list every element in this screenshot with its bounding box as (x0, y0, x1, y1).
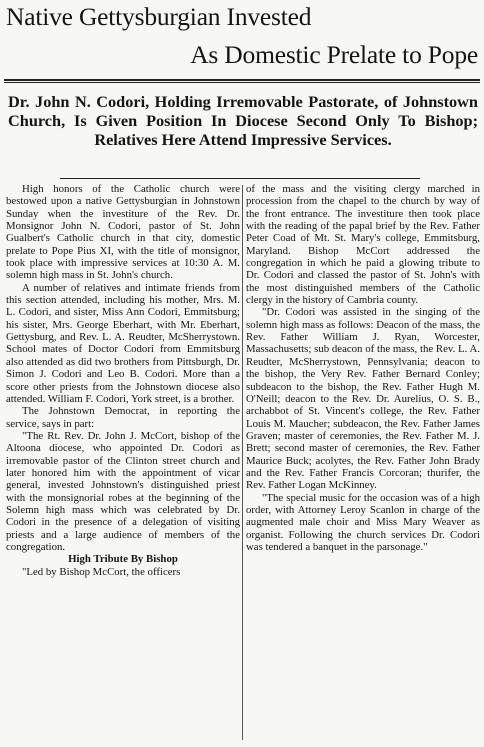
subheadline-deck: Dr. John N. Codori, Holding Irremovable Pastorate, of Johnstown Church, Is Given Position In Diocese Second Only To Bishop; Relatives Here Attend Impressive Services. (8, 92, 478, 149)
paragraph: High honors of the Catholic church were bestowed upon a native Gettysburgian in Johnstown Sunday when the investiture of the Rev. Dr. Monsignor John N. Codori, pastor of St. John Gualbert's Catholic church in that city, domestic prelate to Pope Pius XI, with the title of monsignor, took place with impressive services at 10:30 A. M. solemn high mass in St. John's church. (6, 183, 240, 282)
section-subhead: High Tribute By Bishop (68, 553, 178, 566)
paragraph: "Led by Bishop McCort, the officers (22, 565, 181, 578)
deck-rule (60, 178, 420, 179)
headline-line-1: Native Gettysburgian Invested (6, 2, 312, 31)
headline-line-2: As Domestic Prelate to Pope (190, 40, 478, 69)
article-column-1 (6, 183, 240, 743)
headline-rule (4, 79, 480, 81)
paragraph: of the mass and the visiting clergy marched in procession from the chapel to the church by way of the front entrance. The investiture then took place with the reading of the papal brief by the Rev. Father Peter Coad of Mt. St. Mary's college, Emmitsburg, Maryland. Bishop McCort addressed the congregation in which he paid a glowing tribute to Dr. Codori and classed the pastor of St. John's with the most distinguished members of the Catholic clergy in the history of Cambria county. (246, 183, 480, 307)
paragraph: "Dr. Codori was assisted in the singing of the solemn high mass as follows: Deacon of the mass, the Rev. Father William J. Ryan, Worcester, Massachusetts; sub deacon of the mass, the Rev. L. A. Reudter, McSherrystown, Pennsylvania; deacon to the bishop, the Very Rev. Father Bernard Conley; subdeacon to the bishop, the Rev. Father Hugh M. O'Neill; deacon to the Rev. Dr. Aurelius, O. S. B., archabbot of St. Vincent's college, the Rev. Father Louis M. Maucher; subdeacon, the Rev. Father James Graven; master of ceremonies, the Rev. Father M. J. Brett; second master of ceremonies, the Rev. Father Maurice Buck; acolytes, the Rev. Father John Brady and the Rev. Father Francis Corcoran; thurifer, the Rev. Father Logan McKinney. (246, 306, 480, 492)
article-column-2 (246, 183, 480, 743)
paragraph: A number of relatives and intimate friends from this section attended, including his mother, Mrs. M. L. Codori, and sister, Miss Ann Codori, Emmitsburg; his sister, Mrs. George Eberhart, with Mr. Eberhart, Gettysburg, and Rev. L. A. Reudter, McSherrystown. School mates of Doctor Codori from Emmitsburg also attended as did two brothers from Pittsburgh, Dr. Simon J. Codori and Leo B. Codori. More than a score other priests from the Johnstown diocese also attended. William F. Codori, York street, is a brother. (6, 281, 240, 405)
paragraph: "The special music for the occasion was of a high order, with Attorney Leroy Scanlon in charge of the augmented male choir and Miss Mary Weaver as organist. Following the church services Dr. Codori was tendered a banquet in the parsonage." (246, 491, 480, 553)
paragraph: "The Rt. Rev. Dr. John J. McCort, bishop of the Altoona diocese, who appointed Dr. Codori as irremovable pastor of the Clinton street church and later honored him with the appointment of vicar general, invested Johnstown's distinguished priest with the monsignorial robes at the beginning of the Solemn high mass which was celebrated by Dr. Codori in the presence of a delegation of visiting priests and a large audience of members of the congregation. (6, 429, 240, 553)
paragraph: The Johnstown Democrat, in reporting the service, says in part: (6, 405, 240, 430)
headline-rule-thin (4, 82, 480, 83)
column-divider (242, 185, 243, 740)
